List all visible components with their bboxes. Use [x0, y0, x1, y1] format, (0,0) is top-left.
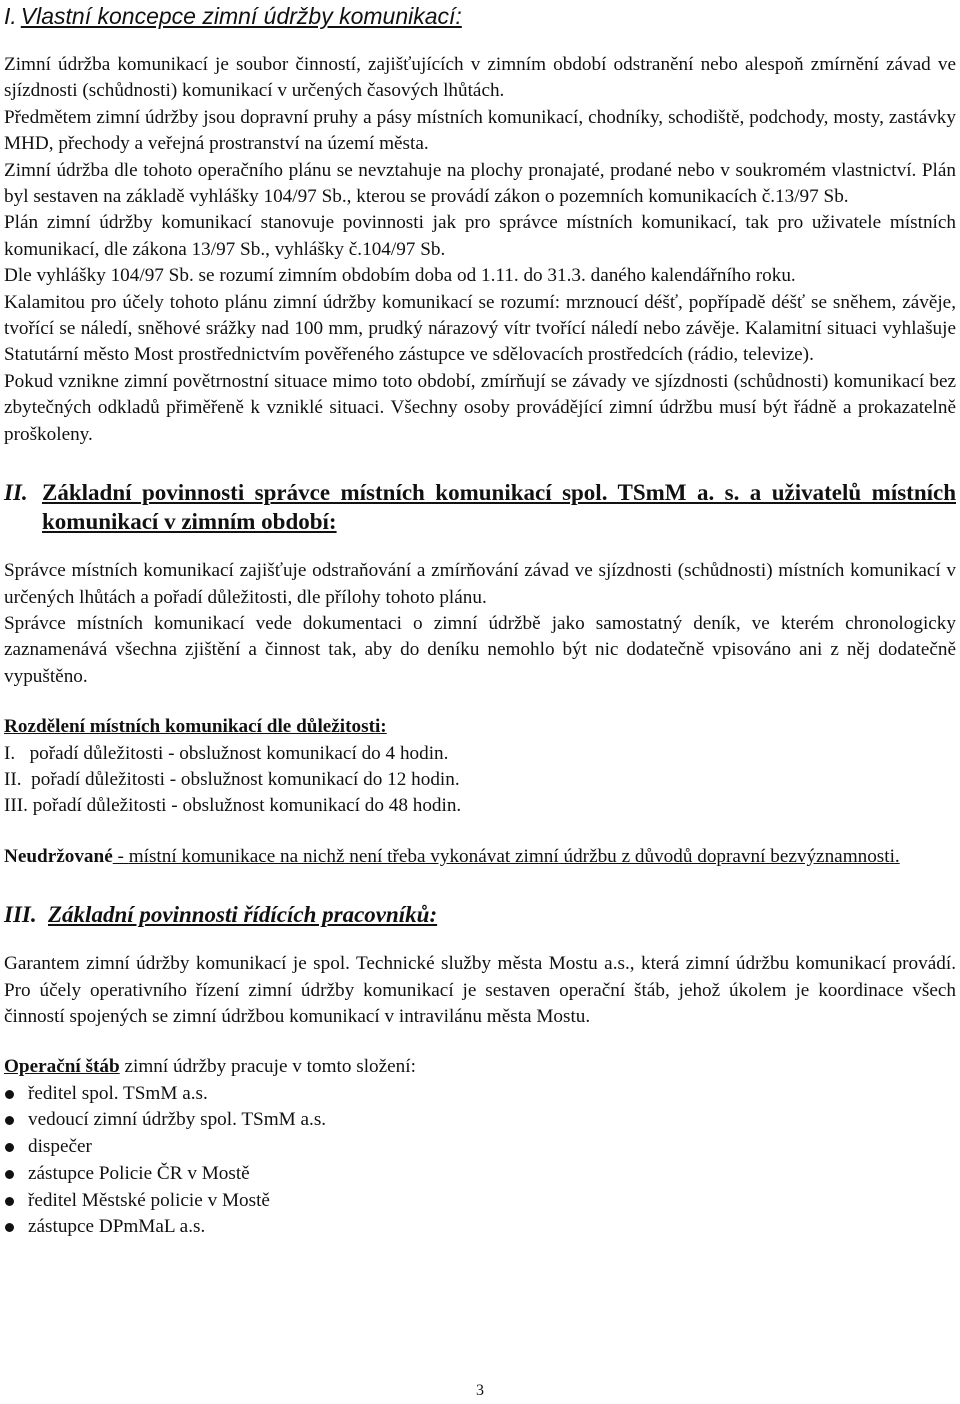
bullet-icon: [5, 1197, 14, 1206]
section-2-title: Základní povinnosti správce místních komunikací spol. TSmM a. s. a uživatelů místních komunikací v zimním období:: [42, 480, 956, 535]
section-3-paragraph-1: Garantem zimní údržby komunikací je spol. Technické služby města Mostu a.s., která zimní údržbu komunikací provádí. Pro účely operativního řízení zimní údržby komunikací je sestaven operační štáb, jehož úkolem je koordinace všech činností spojených se zimní údržbou komunikací v intravilánu města Mostu.: [4, 953, 956, 1027]
bullet-icon: [5, 1116, 14, 1125]
bullet-icon: [5, 1090, 14, 1099]
unmaintained-dash: -: [112, 845, 129, 867]
staff-label: Operační štáb: [4, 1056, 120, 1078]
section-1-paragraph-4: Plán zimní údržby komunikací stanovuje povinnosti jak pro správce místních komunikací, tak pro uživatele místních komunikací, dle zákona 13/97 Sb., vyhlášky č.104/97 Sb.: [4, 212, 956, 260]
staff-item-text: zástupce Policie ČR v Mostě: [28, 1162, 250, 1184]
section-3-number: III.: [4, 902, 37, 928]
page-number: 3: [476, 1382, 484, 1399]
priority-item-3: III. pořadí důležitosti - obslužnost komunikací do 48 hodin.: [4, 795, 462, 817]
section-2-paragraph-2: Správce místních komunikací vede dokumentaci o zimní údržbě jako samostatný deník, ve kterém chronologicky zaznamenává všechna zjištění a činnost tak, aby do deníku nemohlo být nic dodatečně vpisováno ani z něj dodatečně vypuštěno.: [4, 612, 956, 687]
priority-list: [4, 741, 956, 820]
section-1-paragraph-6: Kalamitou pro účely tohoto plánu zimní údržby komunikací se rozumí: mrznoucí déšť, popřípadě déšť se sněhem, závěje, tvořící se náledí, sněhové srážky nad 100 mm, prudký nárazový vítr tvořící náledí nebo závěje. Kalamitní situaci vyhlašuje Statutární město Most prostřednictvím pověřeného zástupce ve sdělovacích prostředcích (rádio, televize).: [4, 291, 956, 366]
bullet-icon: [5, 1143, 14, 1152]
staff-list: [4, 1081, 956, 1241]
staff-item: [4, 1134, 956, 1161]
unmaintained-note: [4, 844, 956, 870]
staff-intro: [4, 1054, 956, 1080]
staff-item-text: ředitel Městské policie v Mostě: [28, 1189, 270, 1211]
staff-item-text: zástupce DPmMaL a.s.: [28, 1216, 206, 1238]
section-2-number: II.: [4, 480, 28, 506]
section-1-paragraph-7: Pokud vznikne zimní povětrnostní situace mimo toto období, zmírňují se závady ve sjízdnosti (schůdnosti) komunikací bez zbytečných odkladů přiměřeně k vzniklé situaci. Všechny osoby provádějící zimní údržbu musí být řádně a prokazatelně proškoleny.: [4, 370, 956, 445]
section-1-paragraph-2: Předmětem zimní údržby jsou dopravní pruhy a pásy místních komunikací, chodníky, schodiště, podchody, mosty, zastávky MHD, přechody a veřejná prostranství na území města.: [4, 106, 956, 155]
section-3-heading: [4, 900, 956, 929]
section-1-heading: [4, 1, 956, 31]
staff-item: [4, 1081, 956, 1108]
section-1-paragraph-5: Dle vyhlášky 104/97 Sb. se rozumí zimním obdobím doba od 1.11. do 31.3. daného kalendářního roku.: [4, 265, 796, 287]
staff-item: [4, 1188, 956, 1215]
staff-item-text: dispečer: [28, 1136, 92, 1158]
staff-item: [4, 1214, 956, 1241]
section-1-number: I.: [4, 3, 17, 29]
unmaintained-label: Neudržované: [4, 845, 113, 867]
staff-item-text: vedoucí zimní údržby spol. TSmM a.s.: [28, 1109, 327, 1131]
document-page: [4, 0, 956, 1241]
section-2-paragraph-1: Správce místních komunikací zajišťuje odstraňování a zmírňování závad ve sjízdnosti (schůdnosti) místních komunikací v určených lhůtách a pořadí důležitosti, dle přílohy tohoto plánu.: [4, 560, 956, 608]
bullet-icon: [5, 1223, 14, 1232]
section-3-title: Základní povinnosti řídících pracovníků:: [48, 902, 438, 928]
priority-item-2: II. pořadí důležitosti - obslužnost komunikací do 12 hodin.: [4, 768, 460, 790]
unmaintained-text: místní komunikace na nichž není třeba vykonávat zimní údržbu z důvodů dopravní bezvýznamnosti.: [128, 845, 900, 867]
staff-text: zimní údržby pracuje v tomto složení:: [119, 1056, 416, 1078]
bullet-icon: [5, 1170, 14, 1179]
priority-item-1: I. pořadí důležitosti - obslužnost komunikací do 4 hodin.: [4, 742, 449, 764]
staff-item-text: ředitel spol. TSmM a.s.: [28, 1082, 208, 1104]
staff-item: [4, 1107, 956, 1134]
section-2-heading: [4, 478, 956, 536]
section-1-paragraph-1: Zimní údržba komunikací je soubor činností, zajišťujících v zimním období odstranění nebo alespoň zmírnění závad ve sjízdnosti (schůdnosti) komunikací v určených časových lhůtách.: [4, 54, 956, 102]
staff-item: [4, 1161, 956, 1188]
priority-heading: Rozdělení místních komunikací dle důležitosti:: [4, 716, 387, 738]
section-1-paragraph-3: Zimní údržba dle tohoto operačního plánu se nevztahuje na plochy pronajaté, prodané nebo v soukromém vlastnictví. Plán byl sestaven na základě vyhlášky 104/97 Sb., kterou se provádí zákon o pozemních komunikacích č.13/97 Sb.: [4, 159, 956, 208]
section-1-title: Vlastní koncepce zimní údržby komunikací:: [20, 3, 462, 29]
